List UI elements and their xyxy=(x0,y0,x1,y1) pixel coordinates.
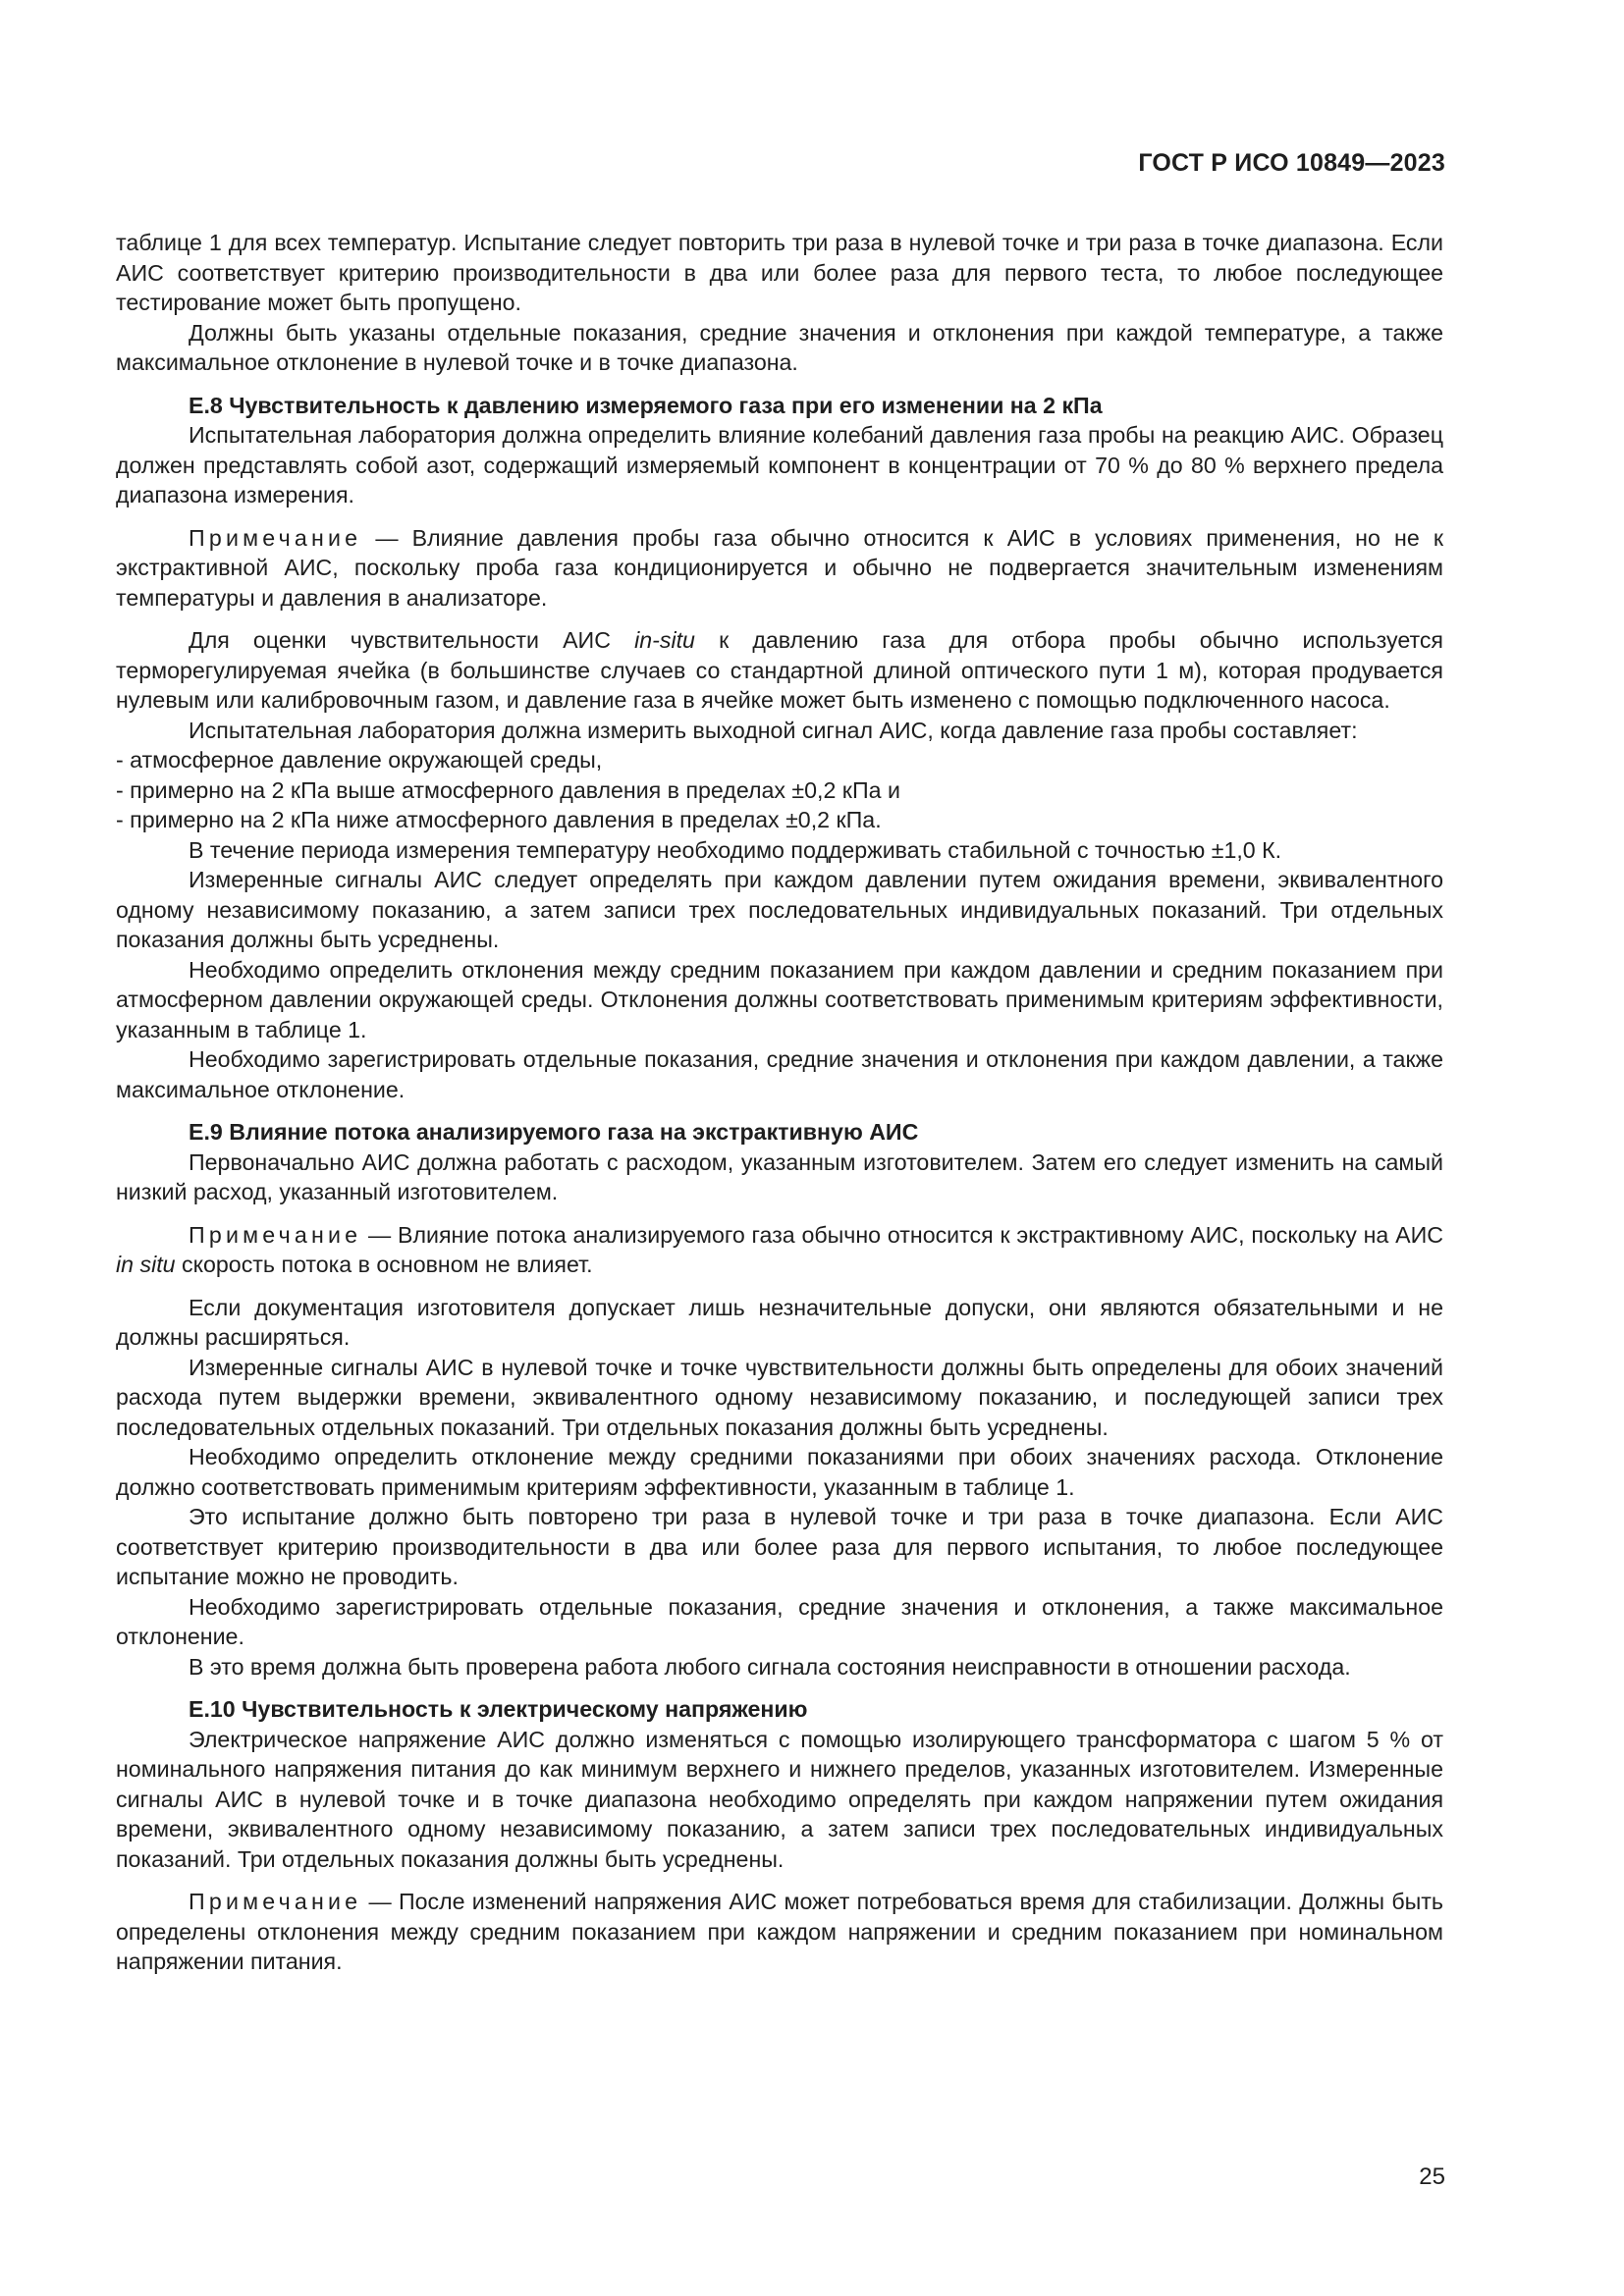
paragraph: Это испытание должно быть повторено три раза в нулевой точке и три раза в точке диапазона. Если АИС соответствует критерию производительности в два или более раза для первого испытания, то любое последующее испытание можно не проводить. xyxy=(116,1504,1443,1589)
note-text: — После изменений напряжения АИС может потребоваться время для стабилизации. Должны быть определены отклонения между средним показанием при каждом напряжении и средним показанием при номинальном напряжении питания. xyxy=(116,1889,1443,1974)
note-text: — Влияние давления пробы газа обычно относится к АИС в условиях применения, но не к экстрактивной АИС, поскольку проба газа кондиционируется и обычно не подвергается значительным изменениям температуры и давления в анализаторе. xyxy=(116,524,1443,611)
paragraph: Необходимо определить отклонение между средними показаниями при обоих значениях расхода. Отклонение должно соответствовать применимым критериям эффективности, указанным в таблице 1. xyxy=(116,1444,1443,1500)
section-heading-e8: Е.8 Чувствительность к давлению измеряемого газа при его изменении на 2 кПа xyxy=(189,392,1103,418)
note-label: Примечание xyxy=(189,524,362,551)
paragraph: Измеренные сигналы АИС в нулевой точке и точке чувствительности должны быть определены для обоих значений расхода путем выдержки времени, эквивалентного одному независимому показанию, и последующей записи трех последовательных отдельных показаний. Три отдельных показания должны быть усреднены. xyxy=(116,1354,1443,1440)
paragraph: Должны быть указаны отдельные показания, средние значения и отклонения при каждой температуре, а также максимальное отклонение в нулевой точке и в точке диапазона. xyxy=(116,319,1443,375)
paragraph: Необходимо зарегистрировать отдельные показания, средние значения и отклонения при каждом давлении, а также максимальное отклонение. xyxy=(116,1046,1443,1102)
paragraph: Измеренные сигналы АИС следует определять при каждом давлении путем ожидания времени, эквивалентного одному независимому показанию, а затем записи трех последовательных индивидуальных показаний. Три отдельных показания должны быть усреднены. xyxy=(116,867,1443,952)
note-label: Примечание xyxy=(189,1221,362,1248)
paragraph: В это время должна быть проверена работа любого сигнала состояния неисправности в отношении расхода. xyxy=(189,1653,1351,1680)
text-span: — Влияние потока анализируемого газа обычно относится к экстрактивному АИС, поскольку на АИС xyxy=(361,1221,1443,1248)
note-paragraph xyxy=(116,523,1443,614)
note-paragraph xyxy=(116,1887,1443,1977)
paragraph: Необходимо определить отклонения между средним показанием при каждом давлении и средним показанием при атмосферном давлении окружающей среды. Отклонения должны соответствовать применимым критериям эффективности, указанным в таблице 1. xyxy=(116,956,1443,1042)
list-item: - примерно на 2 кПа ниже атмосферного давления в пределах ±0,2 кПа. xyxy=(116,807,882,832)
paragraph xyxy=(116,625,1443,716)
section-heading-e10: Е.10 Чувствительность к электрическому напряжению xyxy=(189,1696,808,1722)
paragraph: Первоначально АИС должна работать с расходом, указанным изготовителем. Затем его следует изменить на самый низкий расход, указанный изготовителем. xyxy=(116,1148,1443,1204)
paragraph: Испытательная лаборатория должна определить влияние колебаний давления газа пробы на реакцию АИС. Образец должен представлять собой азот, содержащий измеряемый компонент в концентрации от 70 % до 80 % верхнего предела диапазона измерения. xyxy=(116,422,1443,507)
paragraph: Электрическое напряжение АИС должно изменяться с помощью изолирующего трансформатора с шагом 5 % от номинального напряжения питания до как минимум верхнего и нижнего пределов, указанных изготовителем. Измеренные сигналы АИС в нулевой точке и в точке диапазона необходимо определять при каждом напряжении путем ожидания времени, эквивалентного одному независимому показанию, а затем записи трех последовательных индивидуальных показаний. Три отдельных показания должны быть усреднены. xyxy=(116,1726,1443,1872)
note-paragraph xyxy=(116,1220,1443,1280)
page-number: 25 xyxy=(1419,2163,1445,2190)
text-span: Для оценки чувствительности АИС xyxy=(189,627,635,653)
paragraph: Испытательная лаборатория должна измерить выходной сигнал АИС, когда давление газа пробы составляет: xyxy=(189,717,1358,743)
italic-term: in-situ xyxy=(634,627,695,653)
list-item: - атмосферное давление окружающей среды, xyxy=(116,747,603,773)
section-heading-e9: Е.9 Влияние потока анализируемого газа на экстрактивную АИС xyxy=(189,1119,919,1145)
note-label: Примечание xyxy=(189,1889,362,1914)
paragraph: таблице 1 для всех температур. Испытание следует повторить три раза в нулевой точке и три раза в точке диапазона. Если АИС соответствует критерию производительности в два или более раза для первого теста, то любое последующее тестирование может быть пропущено. xyxy=(116,230,1443,315)
paragraph: В течение периода измерения температуру необходимо поддерживать стабильной с точностью ±1,0 К. xyxy=(189,836,1282,863)
document-body xyxy=(116,228,1443,1977)
text-span: скорость потока в основном не влияет. xyxy=(175,1252,593,1277)
list-item: - примерно на 2 кПа выше атмосферного давления в пределах ±0,2 кПа и xyxy=(116,776,900,803)
paragraph: Необходимо зарегистрировать отдельные показания, средние значения и отклонения, а также максимальное отклонение. xyxy=(116,1593,1443,1649)
italic-term: in situ xyxy=(116,1252,176,1277)
document-code-header: ГОСТ Р ИСО 10849—2023 xyxy=(1138,149,1445,177)
paragraph: Если документация изготовителя допускает лишь незначительные допуски, они являются обязательными и не должны расширяться. xyxy=(116,1294,1443,1350)
text-span: к давлению газа для отбора пробы обычно используется терморегулируемая ячейка (в большинстве случаев со стандартной длиной оптического пути 1 м), которая продувается нулевым или калибровочным газом, и давление газа в ячейке может быть изменено с помощью подключенного насоса. xyxy=(116,627,1443,713)
